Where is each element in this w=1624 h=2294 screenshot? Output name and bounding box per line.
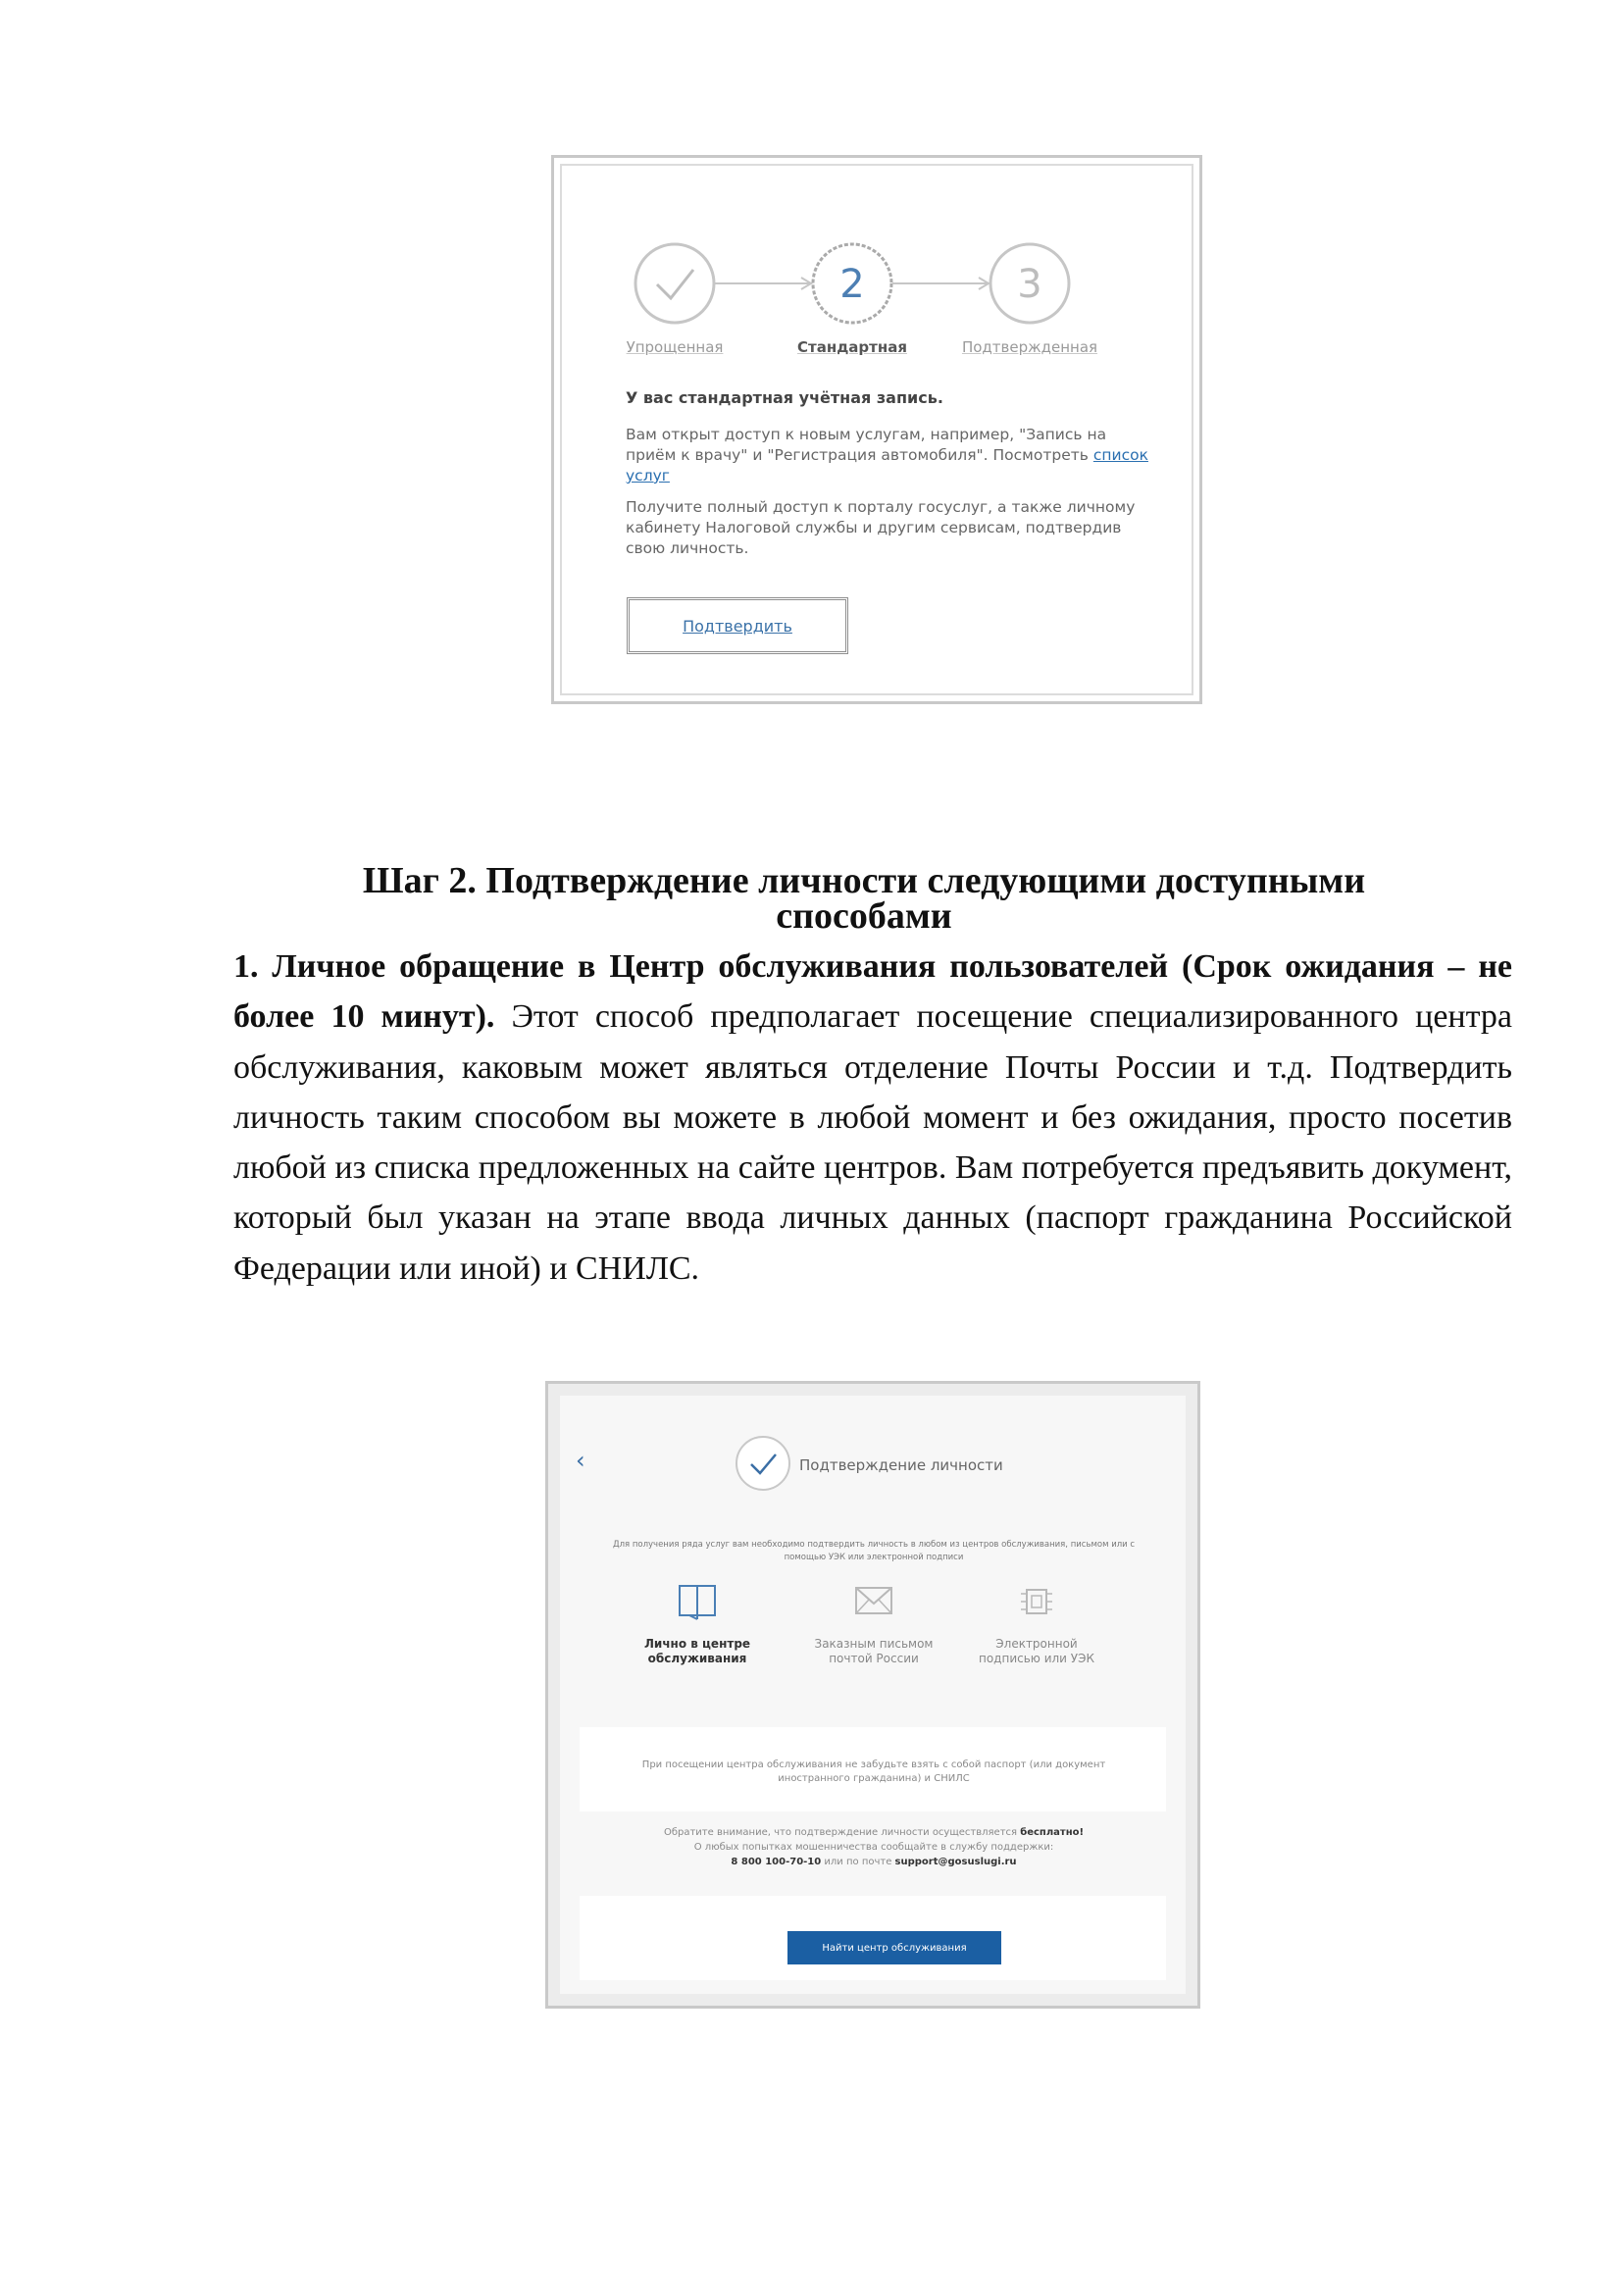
check-circle-icon (735, 1435, 791, 1492)
step1-label: Упрощенная (626, 338, 724, 356)
option-electronic-signature[interactable] (958, 1582, 1115, 1666)
support-email[interactable]: support@gosuslugi.ru (894, 1857, 1017, 1867)
step1-check-icon (635, 244, 714, 323)
confirm-button[interactable]: Подтвердить (627, 597, 848, 654)
option-in-person-line1: Лично в центре (643, 1637, 751, 1651)
body-paragraph (233, 942, 1512, 1294)
body-text: Этот способ предполагает посещение специализированного центра обслуживания, каковым может являться отделение Почты России и т.д. Подтвердить личность таким способом вы можете в любой момент и без ожидания, просто посетив любой из списка предложенных на сайте центров. Вам потребуется предъявить документ, который был указан на этапе ввода личных данных (паспорт гражданина Российской Федерации или иной) и СНИЛС. (233, 998, 1512, 1287)
warning-free: бесплатно! (1020, 1827, 1085, 1838)
step3-label: Подтвержденная (961, 338, 1098, 356)
step2-number: 2 (839, 262, 865, 307)
option-letter-line2: почтой России (829, 1652, 919, 1665)
screenshot-identity-confirmation (545, 1381, 1200, 2009)
phone-separator: или по почте (821, 1857, 895, 1867)
confirmation-panel (560, 1396, 1186, 1994)
support-phone: 8 800 100-70-10 (731, 1857, 822, 1867)
step3-number: 3 (1017, 262, 1042, 307)
book-icon (676, 1582, 719, 1621)
heading-line-1: Шаг 2. Подтверждение личности следующими доступными (362, 860, 1366, 901)
confirmation-intro: Для получения ряда услуг вам необходимо подтвердить личность в любом из центров обслуживания, письмом или с помощью УЭК или электронной подписи (612, 1540, 1136, 1562)
body-bold-lead: 1. Личное обращение в Центр обслуживания пользователей (Срок ожидания – не более 10 минут). (233, 948, 1512, 1036)
passport-note-box (580, 1727, 1166, 1811)
warning-support-line: О любых попытках мошенничества сообщайте в службу поддержки: (693, 1842, 1054, 1853)
chip-icon (1015, 1582, 1058, 1621)
warning-text: Обратите внимание, что подтверждение личности осуществляется (663, 1827, 1021, 1838)
full-access-paragraph: Получите полный доступ к порталу госуслуг, а также личному кабинету Налоговой службы и другим сервисам, подтвердив свою личность. (626, 498, 1136, 557)
free-service-warning (599, 1825, 1148, 1869)
option-letter-line1: Заказным письмом (814, 1637, 934, 1651)
services-text: Вам открыт доступ к новым услугам, например, "Запись на приём к врачу" и "Регистрация автомобиля". Посмотреть (626, 426, 1107, 464)
envelope-icon (852, 1582, 895, 1621)
section-heading (231, 860, 1497, 937)
step2-label: Стандартная (797, 338, 907, 356)
heading-line-2: способами (776, 895, 952, 937)
screenshot-inner-frame (560, 164, 1193, 695)
account-status-title: У вас стандартная учётная запись. (626, 388, 943, 407)
confirmation-title: Подтверждение личности (799, 1456, 1003, 1474)
find-service-center-button[interactable]: Найти центр обслуживания (787, 1931, 1001, 1964)
option-signature-line2: подписью или УЭК (978, 1652, 1094, 1665)
back-chevron-icon[interactable]: ‹ (576, 1447, 585, 1474)
stepper (631, 239, 1141, 328)
option-signature-line1: Электронной (995, 1637, 1078, 1651)
screenshot-account-level (551, 155, 1202, 704)
option-in-person[interactable] (619, 1582, 776, 1666)
services-list-link[interactable]: список услуг (626, 446, 1148, 484)
services-paragraph (626, 425, 1155, 486)
find-center-area (580, 1896, 1166, 1980)
option-in-person-line2: обслуживания (647, 1652, 747, 1665)
passport-note-text: При посещении центра обслуживания не забудьте взять с собой паспорт (или документ иностранного гражданина) и СНИЛС (641, 1759, 1106, 1784)
option-registered-letter[interactable] (795, 1582, 952, 1666)
